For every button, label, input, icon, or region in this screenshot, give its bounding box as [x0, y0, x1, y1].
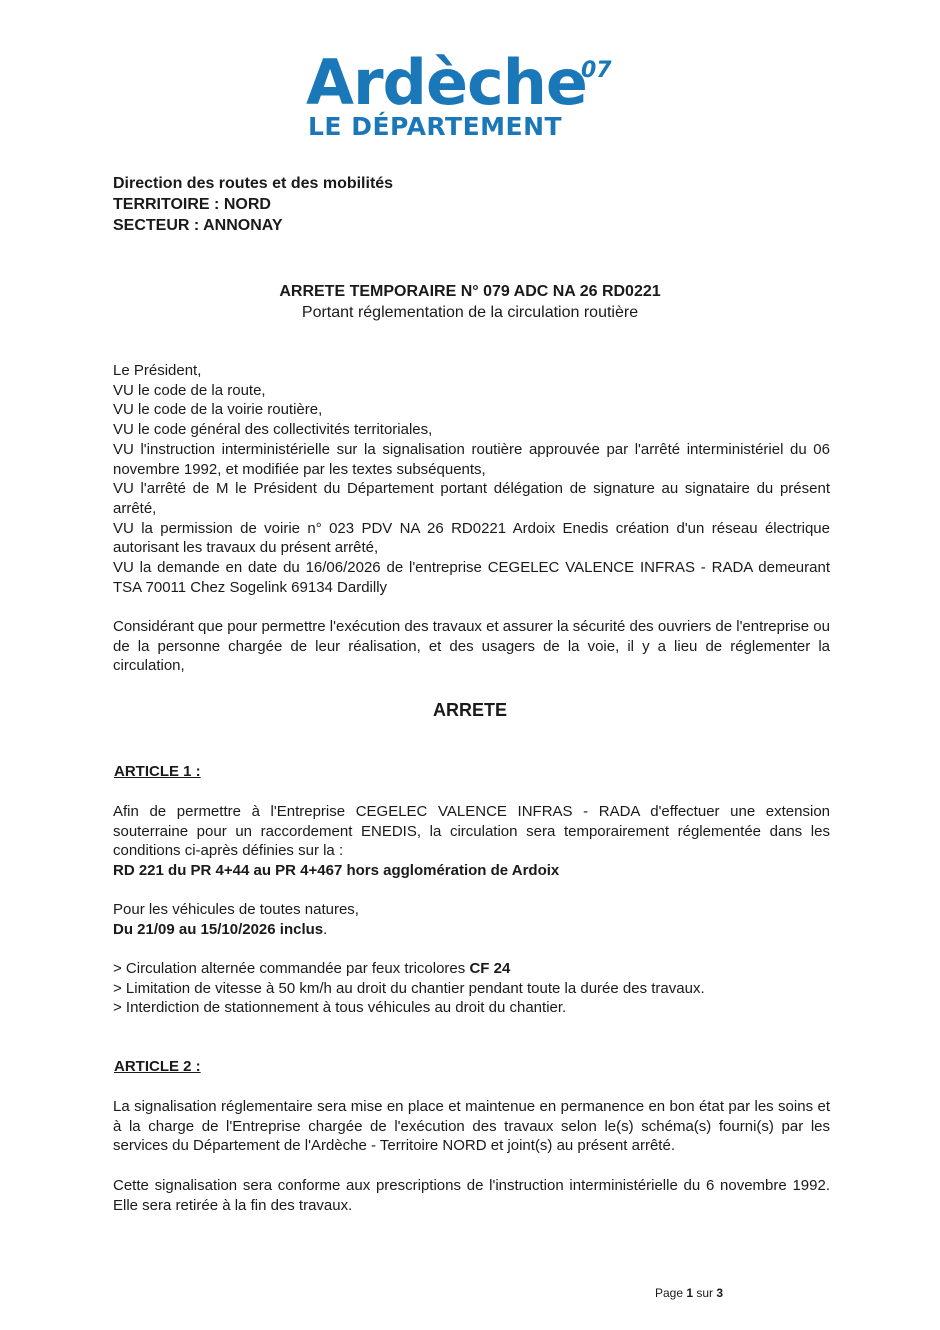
- preamble-line: VU le code général des collectivités territoriales,: [113, 421, 433, 439]
- article-1-title: ARTICLE 1 :: [114, 763, 201, 780]
- preamble-line: VU l'arrêté de M le Président du Département portant délégation de signature au signataire du présent arrêté,: [113, 480, 830, 517]
- territoire-label: TERRITOIRE : NORD: [113, 196, 271, 213]
- page-label: Page: [655, 1286, 687, 1300]
- preamble-line: VU l'instruction interministérielle sur la signalisation routière approuvée par l'arrêté interministériel du 06 novembre 1992, et modifiée par les textes subséquents,: [113, 440, 830, 478]
- page-number: [655, 1286, 723, 1300]
- dates-suffix: .: [323, 920, 328, 938]
- page-total: 3: [716, 1286, 724, 1300]
- preamble-line: VU le code de la route,: [113, 381, 266, 399]
- article-1-intro-text: Afin de permettre à l'Entreprise CEGELEC VALENCE INFRAS - RADA d'effectuer une extension souterraine pour un raccordement ENEDIS, la circulation sera temporairement réglementée dans les conditions ci-après définies sur la :: [113, 803, 830, 860]
- considering-paragraph: Considérant que pour permettre l'exécution des travaux et assurer la sécurité des ouvriers de l'entreprise ou de la personne chargée de leur réalisation, et des usagers de la voie, il y a lieu de réglementer la circulation,: [113, 618, 830, 675]
- arrete-heading: ARRETE: [432, 700, 507, 720]
- preamble-line: VU le code de la voirie routière,: [113, 401, 323, 419]
- article-1-location: RD 221 du PR 4+44 au PR 4+467 hors agglomération de Ardoix: [113, 862, 560, 880]
- logo-name: Ardèche: [306, 46, 587, 119]
- measure-1-text: > Circulation alternée commandée par feux tricolores: [113, 960, 470, 977]
- preamble-line: VU la demande en date du 16/06/2026 de l'entreprise CEGELEC VALENCE INFRAS - RADA demeurant TSA 70011 Chez Sogelink 69134 Dardilly: [113, 559, 830, 596]
- issuing-authority: [113, 173, 393, 236]
- departement-logo: [300, 48, 630, 148]
- preamble-line: Le Président,: [113, 362, 202, 379]
- measure-item: > Interdiction de stationnement à tous véhicules au droit du chantier.: [113, 999, 567, 1017]
- preamble-line: VU la permission de voirie n° 023 PDV NA 26 RD0221 Ardoix Enedis création d'un réseau électrique autorisant les travaux du présent arrêté,: [113, 519, 830, 557]
- preamble: [113, 361, 830, 597]
- secteur-label: SECTEUR : ANNONAY: [113, 217, 283, 234]
- page-current: 1: [686, 1286, 694, 1300]
- article-2-paragraph-2: Cette signalisation sera conforme aux prescriptions de l'instruction interministérielle du 6 novembre 1992. Elle sera retirée à la fin des travaux.: [113, 1177, 830, 1214]
- article-1-intro: [113, 802, 830, 881]
- decree-title: ARRETE TEMPORAIRE N° 079 ADC NA 26 RD0221: [279, 283, 661, 300]
- logo-number: 07: [581, 58, 612, 83]
- article-1-vehicles: [113, 900, 830, 939]
- decree-title-block: [0, 281, 940, 323]
- measure-item: [113, 959, 830, 979]
- direction-name: Direction des routes et des mobilités: [113, 175, 394, 192]
- article-2-paragraph-1: La signalisation réglementaire sera mise en place et maintenue en permanence en bon état par les soins et à la charge de l'Entreprise chargée de l'exécution des travaux selon le(s) schéma(s) fourni(s) par les services du Département de l'Ardèche - Territoire NORD et joint(s) au présent arrêté.: [113, 1098, 830, 1155]
- vehicles-line: Pour les véhicules de toutes natures,: [113, 901, 359, 918]
- article-2-title: ARTICLE 2 :: [114, 1058, 201, 1075]
- decree-subtitle: Portant réglementation de la circulation routière: [301, 304, 639, 321]
- article-1-measures: [113, 959, 830, 1018]
- measure-item: > Limitation de vitesse à 50 km/h au droit du chantier pendant toute la durée des travaux.: [113, 979, 705, 997]
- logo-subtitle: LE DÉPARTEMENT: [308, 112, 563, 141]
- measure-1-code: CF 24: [469, 960, 511, 977]
- page-of: sur: [693, 1286, 717, 1300]
- dates-line: Du 21/09 au 15/10/2026 inclus: [113, 920, 324, 938]
